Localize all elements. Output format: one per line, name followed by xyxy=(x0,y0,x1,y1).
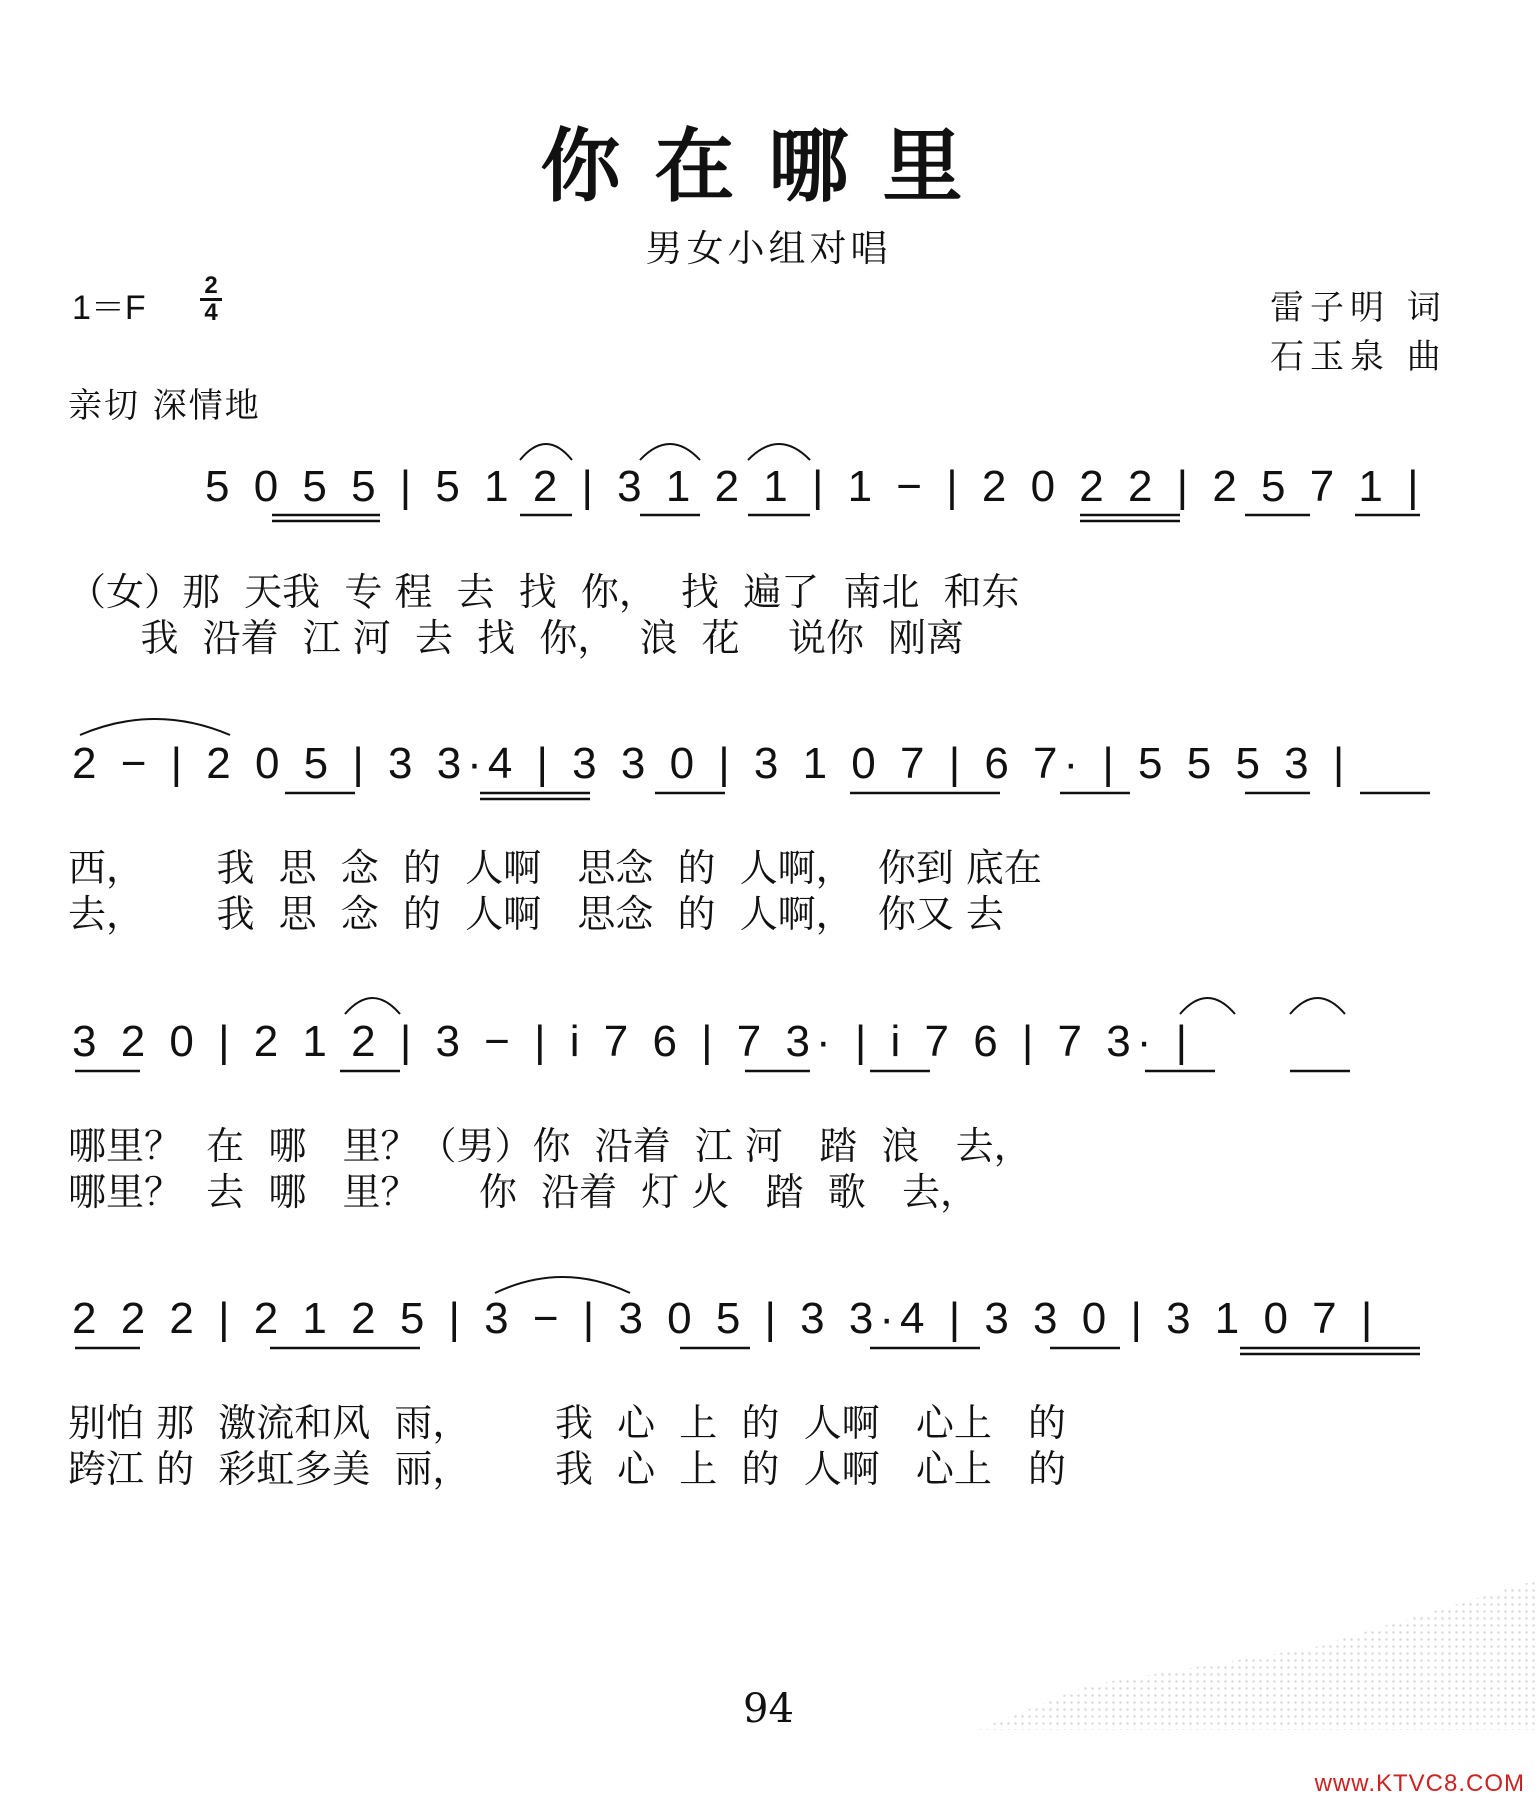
lyric-line-verse-2: 去， 我 思 念 的 人啊 思念 的 人啊， 你又 去 xyxy=(68,892,1004,936)
lyric-line-verse-1: 别怕 那 激流和风 雨， 我 心 上 的 人啊 心上 的 xyxy=(68,1401,1067,1445)
lyric-line-verse-1: 哪里？ 在 哪 里？（男）你 沿着 江 河 踏 浪 去， xyxy=(68,1124,1032,1168)
slur-mark xyxy=(748,444,810,460)
meter-bottom: 4 xyxy=(204,299,218,326)
lyric-line-verse-1: （女）那 天我 专 程 去 找 你， 找 遍了 南北 和东 xyxy=(68,570,1020,614)
notation-line: 3 2 0 | 2 1 2 | 3 − | i 7 6 | 7 3· | i 7 6 | 7 3· | xyxy=(72,1017,1194,1066)
lyric-line-verse-2: 跨江 的 彩虹多美 丽， 我 心 上 的 人啊 心上 的 xyxy=(68,1447,1067,1491)
slur-mark xyxy=(1290,998,1345,1014)
lyric-line-verse-2: 我 沿着 江 河 去 找 你， 浪 花 说你 刚离 xyxy=(68,616,965,660)
slur-mark xyxy=(520,444,572,460)
key-signature: 1＝F xyxy=(72,289,146,327)
site-watermark: www.KTVC8.COM xyxy=(1314,1770,1525,1797)
lyric-line-verse-2: 哪里？ 去 哪 里？ 你 沿着 灯 火 踏 歌 去， xyxy=(68,1170,978,1214)
tempo-marking: 亲切 深情地 xyxy=(68,386,261,426)
meter-top: 2 xyxy=(204,272,218,299)
notation-line: 2 − | 2 0 5 | 3 3·4 | 3 3 0 | 3 1 0 7 | 6 7· | 5 5 5 3 | xyxy=(72,739,1351,788)
lyricist-credit: 雷子明 词 xyxy=(1270,288,1447,328)
slur-mark xyxy=(495,1277,630,1293)
song-title: 你在哪里 xyxy=(540,119,997,213)
slur-mark xyxy=(80,719,230,735)
slur-mark xyxy=(345,998,400,1014)
slur-mark xyxy=(640,444,700,460)
notation-line: 5 0 5 5 | 5 1 2 | 3 1 2 1 | 1 − | 2 0 2 2 | 2 5 7 1 | xyxy=(205,462,1425,511)
slur-mark xyxy=(1180,998,1235,1014)
notation-line: 2 2 2 | 2 1 2 5 | 3 − | 3 0 5 | 3 3·4 | 3 3 0 | 3 1 0 7 | xyxy=(72,1294,1379,1343)
song-subtitle: 男女小组对唱 xyxy=(645,227,892,270)
page-number: 94 xyxy=(743,1686,794,1732)
lyric-line-verse-1: 西， 我 思 念 的 人啊 思念 的 人啊， 你到 底在 xyxy=(68,846,1042,890)
composer-credit: 石玉泉 曲 xyxy=(1270,337,1447,377)
